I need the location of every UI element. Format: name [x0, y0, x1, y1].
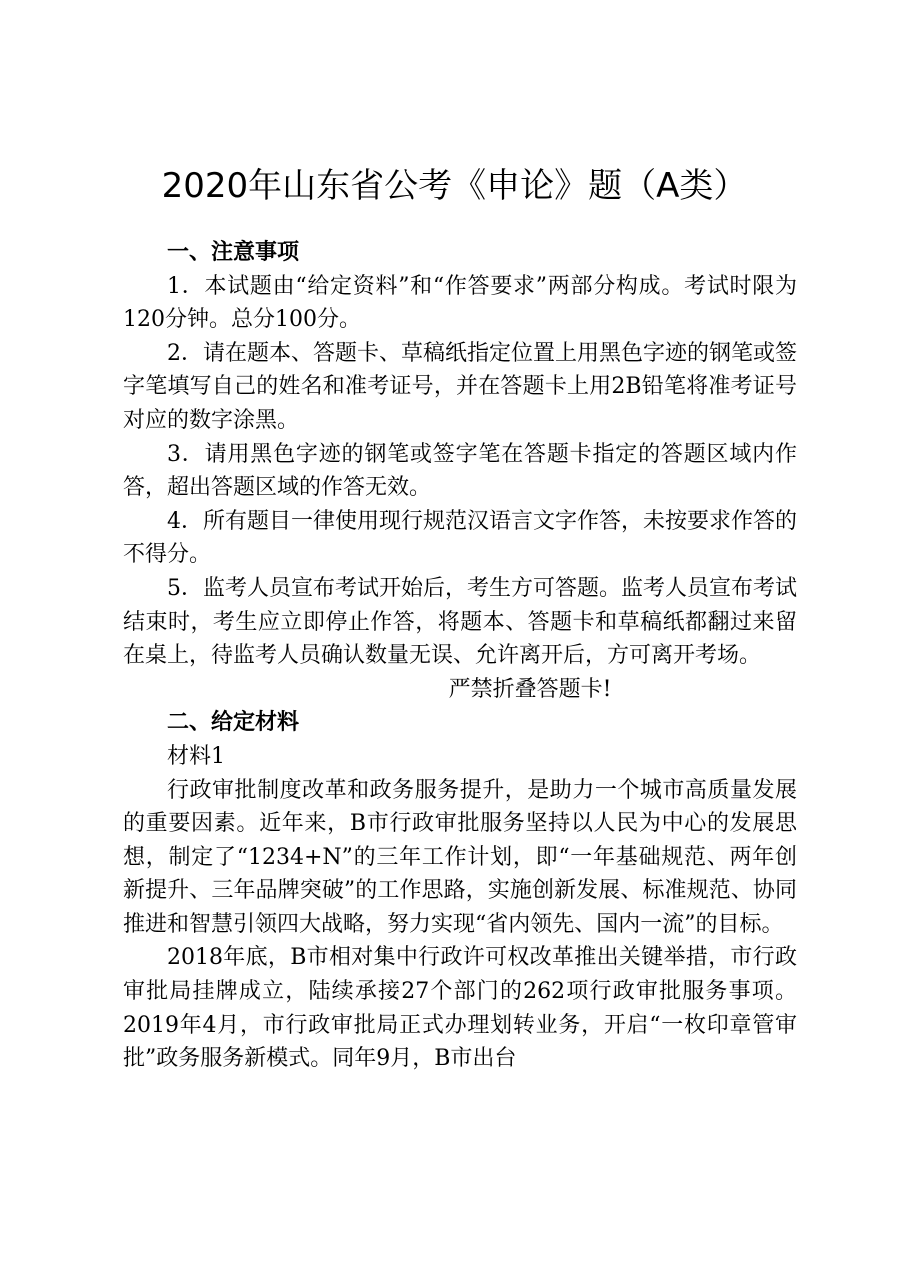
- notice-item: 3．请用黑色字迹的钢笔或签字笔在答题卡指定的答题区域内作答，超出答题区域的作答无效。: [123, 441, 797, 501]
- notice-item: 1．本试题由“给定资料”和“作答要求”两部分构成。考试时限为120分钟。总分100分。: [123, 273, 797, 333]
- material-paragraph: 2018年底，B市相对集中行政许可权改革推出关键举措，市行政审批局挂牌成立，陆续承接27个部门的262项行政审批服务事项。2019年4月，市行政审批局正式办理划转业务，开启“一枚印章管审批”政务服务新模式。同年9月，B市出台: [123, 945, 798, 1072]
- material-label: 材料1: [167, 743, 225, 769]
- section-heading-materials: 二、给定材料: [167, 710, 300, 736]
- material-paragraph: 行政审批制度改革和政务服务提升，是助力一个城市高质量发展的重要因素。近年来，B市行政审批服务坚持以人民为中心的发展思想，制定了“1234+N”的三年工作计划，即“一年基础规范、两年创新提升、三年品牌突破”的工作思路，实施创新发展、标准规范、协同推进和智慧引领四大战略，努力实现“省内领先、国内一流”的目标。: [123, 777, 797, 937]
- section-heading-notes: 一、注意事项: [167, 240, 300, 265]
- warning-text: 严禁折叠答题卡!: [448, 676, 612, 702]
- notice-item: 4．所有题目一律使用现行规范汉语言文字作答，未按要求作答的不得分。: [123, 508, 797, 568]
- notice-item: 2．请在题本、答题卡、草稿纸指定位置上用黑色字迹的钢笔或签字笔填写自己的姓名和准考证号，并在答题卡上用2B铅笔将准考证号对应的数字涂黑。: [123, 340, 797, 433]
- document-title: 2020年山东省公考《申论》题（A类）: [161, 166, 748, 206]
- notice-item: 5．监考人员宣布考试开始后，考生方可答题。监考人员宣布考试结束时，考生应立即停止作答，将题本、答题卡和草稿纸都翻过来留在桌上，待监考人员确认数量无误、允许离开后，方可离开考场。: [123, 575, 797, 669]
- document-body: [123, 236, 797, 1076]
